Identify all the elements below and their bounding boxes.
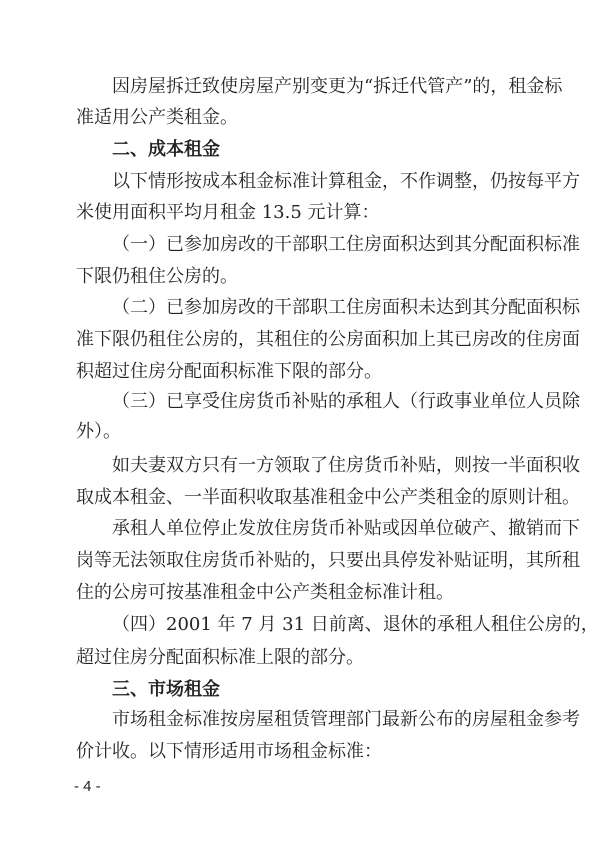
text-line: （三）已享受住房货币补贴的承租人（行政事业单位人员除 [112,391,580,412]
text-line: 住的公房可按基准租金中公产类租金标准计租。 [76,582,454,603]
text-line: 岗等无法领取住房货币补贴的，只要出具停发补贴证明，其所租 [76,550,580,571]
text-line: 准适用公产类租金。 [76,107,238,128]
text-line: （一）已参加房改的干部职工住房面积达到其分配面积标准 [112,234,580,255]
text-line: 米使用面积平均月租金 13.5 元计算： [76,202,380,223]
text-line: 如夫妻双方只有一方领取了住房货币补贴，则按一半面积收 [112,455,580,476]
section-heading: 三、市场租金 [112,679,220,700]
text-line: 因房屋拆迁致使房屋产别变更为“拆迁代管产”的，租金标 [112,76,563,97]
text-line: （二）已参加房改的干部职工住房面积未达到其分配面积标 [112,297,580,318]
text-line: 下限仍租住公房的。 [76,266,238,287]
text-line: 准下限仍租住公房的，其租住的公房面积加上其已房改的住房面 [76,329,580,350]
text-line: 以下情形按成本租金标准计算租金，不作调整，仍按每平方 [112,171,580,192]
text-line: 价计收。以下情形适用市场租金标准： [76,741,382,762]
text-line: 承租人单位停止发放住房货币补贴或因单位破产、撤销而下 [112,518,580,539]
text-line: 取成本租金、一半面积收取基准租金中公产类租金的原则计租。 [76,487,580,508]
text-line: 市场租金标准按房屋租赁管理部门最新公布的房屋租金参考 [112,709,580,730]
section-heading: 二、成本租金 [112,139,220,160]
page-number: - 4 - [74,778,101,795]
text-line: 超过住房分配面积标准上限的部分。 [76,647,364,668]
text-line: 积超过住房分配面积标准下限的部分。 [76,361,382,382]
text-line: （四）2001 年 7 月 31 日前离、退休的承租人租住公房的， [112,614,599,635]
text-line: 外）。 [76,421,121,442]
